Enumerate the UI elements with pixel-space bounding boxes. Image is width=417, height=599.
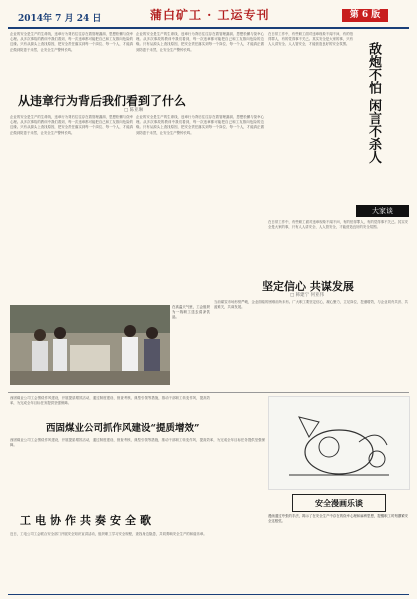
footer-divider [8, 594, 409, 595]
safety-cartoon-badge: 安全漫画乐谈 [292, 494, 386, 512]
article-3-headline: 坚定信心 共谋发展 [262, 280, 354, 293]
article-3-body: 当前煤炭市场形势严峻，企业面临的困难前所未有。广大职工要坚定信心，凝心聚力，立足岗位，挖潜增效，与企业同舟共济、共渡难关，共谋发展。 [214, 300, 408, 310]
page-number-badge: 第 6 版 [342, 9, 388, 22]
article-4-lead: 西固煤业公司工会围绕作风建设，开展提质增效活动，通过制度建设、督查考核、典型引领等措施，推动干部职工转变作风，提高效率，为完成全年目标任务提供坚强保障。 [10, 396, 210, 406]
article-1-body-col2: 企业的安全是生产的生命线，违章行为背后往往存在着管理漏洞、思想松懈与侥幸心理。从多次事故的教训中我们看到，每一次违章都可能把自己和工友推向危险的边缘。只有从源头上查找原因，把安全责任落实到每一个岗位、每一个人，才能真正做到防患于未然，让安全生产警钟长鸣。 [136, 115, 264, 135]
article-2-body-lower: 在日常工作中，有些职工面对违章现象不闻不问，有的怕得罪人，有的觉得事不关己。其实安全是大家的事，只有人人讲安全、人人管安全，才能营造良好的安全氛围。 [268, 220, 408, 230]
article-6-body: 漫画通过夸张的手法，揭示了在安全生产中存在的侥幸心理和麻痹思想，提醒职工时刻绷紧安全这根弦。 [268, 514, 408, 524]
article-1-byline: □ 陈亚琳 [124, 108, 144, 113]
article-1-body-col1: 企业的安全是生产的生命线，违章行为背后往往存在着管理漏洞、思想松懈与侥幸心理。从多次事故的教训中我们看到，每一次违章都可能把自己和工友推向危险的边缘。只有从源头上查找原因，把安全责任落实到每一个岗位、每一个人，才能真正做到防患于未然，让安全生产警钟长鸣。 [10, 115, 133, 135]
masthead-title: 蒲白矿工 · 工运专刊 [150, 8, 270, 22]
article-1-lead-text-2: 企业的安全是生产的生命线，违章行为背后往往存在着管理漏洞、思想松懈与侥幸心理。从多次事故的教训中我们看到，每一次违章都可能把自己和工友推向危险的边缘。只有从源头上查找原因，把安全责任落实到每一个岗位、每一个人，才能真正做到防患于未然，让安全生产警钟长鸣。 [136, 32, 264, 52]
header-divider [8, 27, 409, 29]
article-2-vertical-headline: 敌炮不怕 闲言不杀人 [366, 42, 381, 164]
issue-date: 2014年 7 月 24 日 [18, 14, 102, 24]
article-5-headline: 工电协作共奏安全歌 [20, 514, 155, 527]
column-label: 大家谈 [356, 205, 409, 217]
article-3-byline: □ 韩建宁 何亚伟 [290, 293, 325, 298]
article-4-headline: 西固煤业公司抓作风建设“提质增效” [46, 423, 200, 434]
article-1-lead-text: 企业的安全是生产的生命线，违章行为背后往往存在着管理漏洞、思想松懈与侥幸心理。从多次事故的教训中我们看到，每一次违章都可能把自己和工友推向危险的边缘。只有从源头上查找原因，把安全责任落实到每一个岗位、每一个人，才能真正做到防患于未然，让安全生产警钟长鸣。 [10, 32, 133, 52]
section-divider [8, 392, 409, 393]
article-5-body: 近日，工电公司工会联合安全部门开展安全知识宣讲活动，组织职工学习安全规程，查找身边隐患，共同奏响安全生产的和谐乐章。 [10, 532, 207, 536]
article-1-headline: 从违章行为背后我们看到了什么 [18, 94, 187, 108]
cartoon-illustration [269, 397, 409, 489]
photo-illustration [10, 305, 170, 385]
article-4-body: 西固煤业公司工会围绕作风建设，开展提质增效活动，通过制度建设、督查考核、典型引领等措施，推动干部职工转变作风，提高效率，为完成全年目标任务提供坚强保障。 [10, 438, 265, 448]
article-2-body: 在日常工作中，有些职工面对违章现象不闻不问，有的怕得罪人，有的觉得事不关己。其实安全是大家的事，只有人人讲安全、人人管安全，才能营造良好的安全氛围。 [268, 32, 353, 47]
safety-cartoon [268, 396, 410, 490]
photo-caption: 在高温天气里，工会组织为一线职工送去清凉饮品。 [172, 305, 210, 320]
news-photo [10, 305, 170, 385]
